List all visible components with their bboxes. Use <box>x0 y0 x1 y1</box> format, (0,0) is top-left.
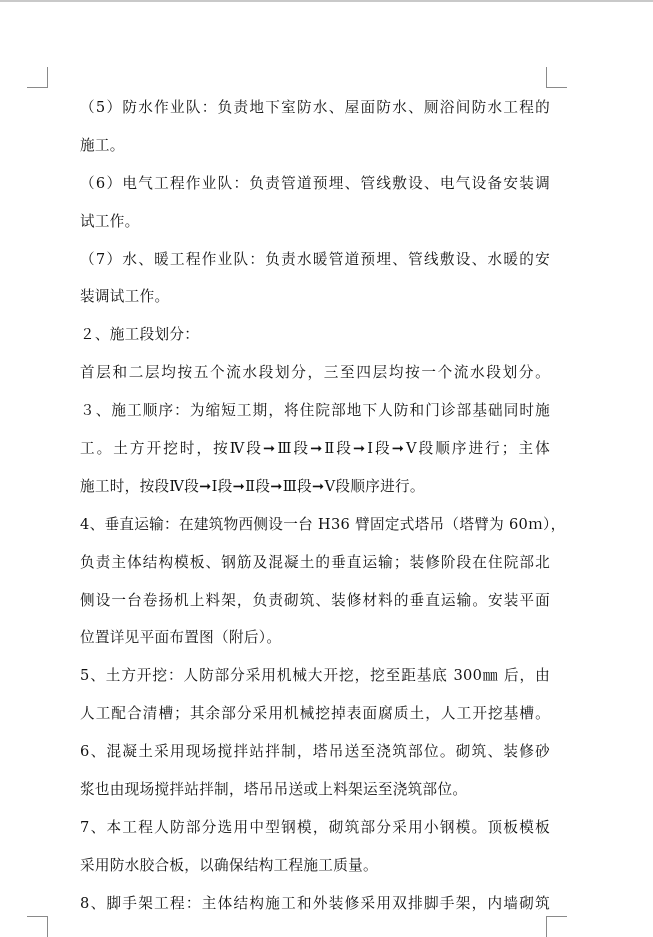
text-line: ２、施工段划分： <box>80 326 200 344</box>
text-line: 浆也由现场搅拌站拌制，塔吊吊送或上料架运至浇筑部位。 <box>80 781 468 799</box>
page-top-edge <box>0 0 653 2</box>
text-line: 首层和二层均按五个流水段划分，三至四层均按一个流水段划分。 <box>80 364 550 382</box>
margin-marker-top-left <box>27 67 48 88</box>
text-line: 采用防水胶合板，以确保结构工程施工质量。 <box>80 856 378 874</box>
text-line: 8、脚手架工程：主体结构施工和外装修采用双排脚手架，内墙砌筑 <box>80 894 550 912</box>
text-line: 施工时，按段Ⅳ段➞Ⅰ段➞Ⅱ段➞Ⅲ段➞Ⅴ段顺序进行。 <box>80 477 425 495</box>
text-line: 负责主体结构模板、钢筋及混凝土的垂直运输；装修阶段在住院部北 <box>80 553 550 571</box>
text-line: 试工作。 <box>80 212 140 230</box>
text-line: 7、本工程人防部分选用中型钢模，砌筑部分采用小钢模。顶板模板 <box>80 818 550 836</box>
margin-marker-bottom-left <box>27 916 48 937</box>
document-body <box>80 89 566 923</box>
text-line: （5）防水作业队：负责地下室防水、屋面防水、厕浴间防水工程的 <box>80 99 550 116</box>
text-line: 施工。 <box>80 136 125 154</box>
text-line: 装调试工作。 <box>80 288 170 306</box>
text-line: 5、土方开挖：人防部分采用机械大开挖，挖至距基底 300㎜ 后，由 <box>80 667 550 685</box>
text-line: 人工配合清槽；其余部分采用机械挖掉表面腐质土，人工开挖基槽。 <box>80 705 550 723</box>
text-line: 4、垂直运输：在建筑物西侧设一台 H36 臂固定式塔吊（塔臂为 60ｍ）， <box>80 515 566 533</box>
text-line: ３、施工顺序：为缩短工期，将住院部地下人防和门诊部基础同时施 <box>80 402 550 420</box>
margin-marker-top-right <box>546 67 567 88</box>
text-line: （7）水、暖工程作业队：负责水暖管道预埋、管线敷设、水暖的安 <box>80 250 550 268</box>
text-line: 位置详见平面布置图（附后）。 <box>80 629 282 647</box>
text-line: （6）电气工程作业队：负责管道预埋、管线敷设、电气设备安装调 <box>80 174 550 192</box>
text-line: 工。土方开挖时，按Ⅳ段➞Ⅲ段➞Ⅱ段➞Ⅰ段➞Ⅴ段顺序进行；主体 <box>80 440 550 458</box>
text-line: 6、混凝土采用现场搅拌站拌制，塔吊送至浇筑部位。砌筑、装修砂 <box>80 743 550 761</box>
text-line: 侧设一台卷扬机上料架，负责砌筑、装修材料的垂直运输。安装平面 <box>80 591 550 609</box>
